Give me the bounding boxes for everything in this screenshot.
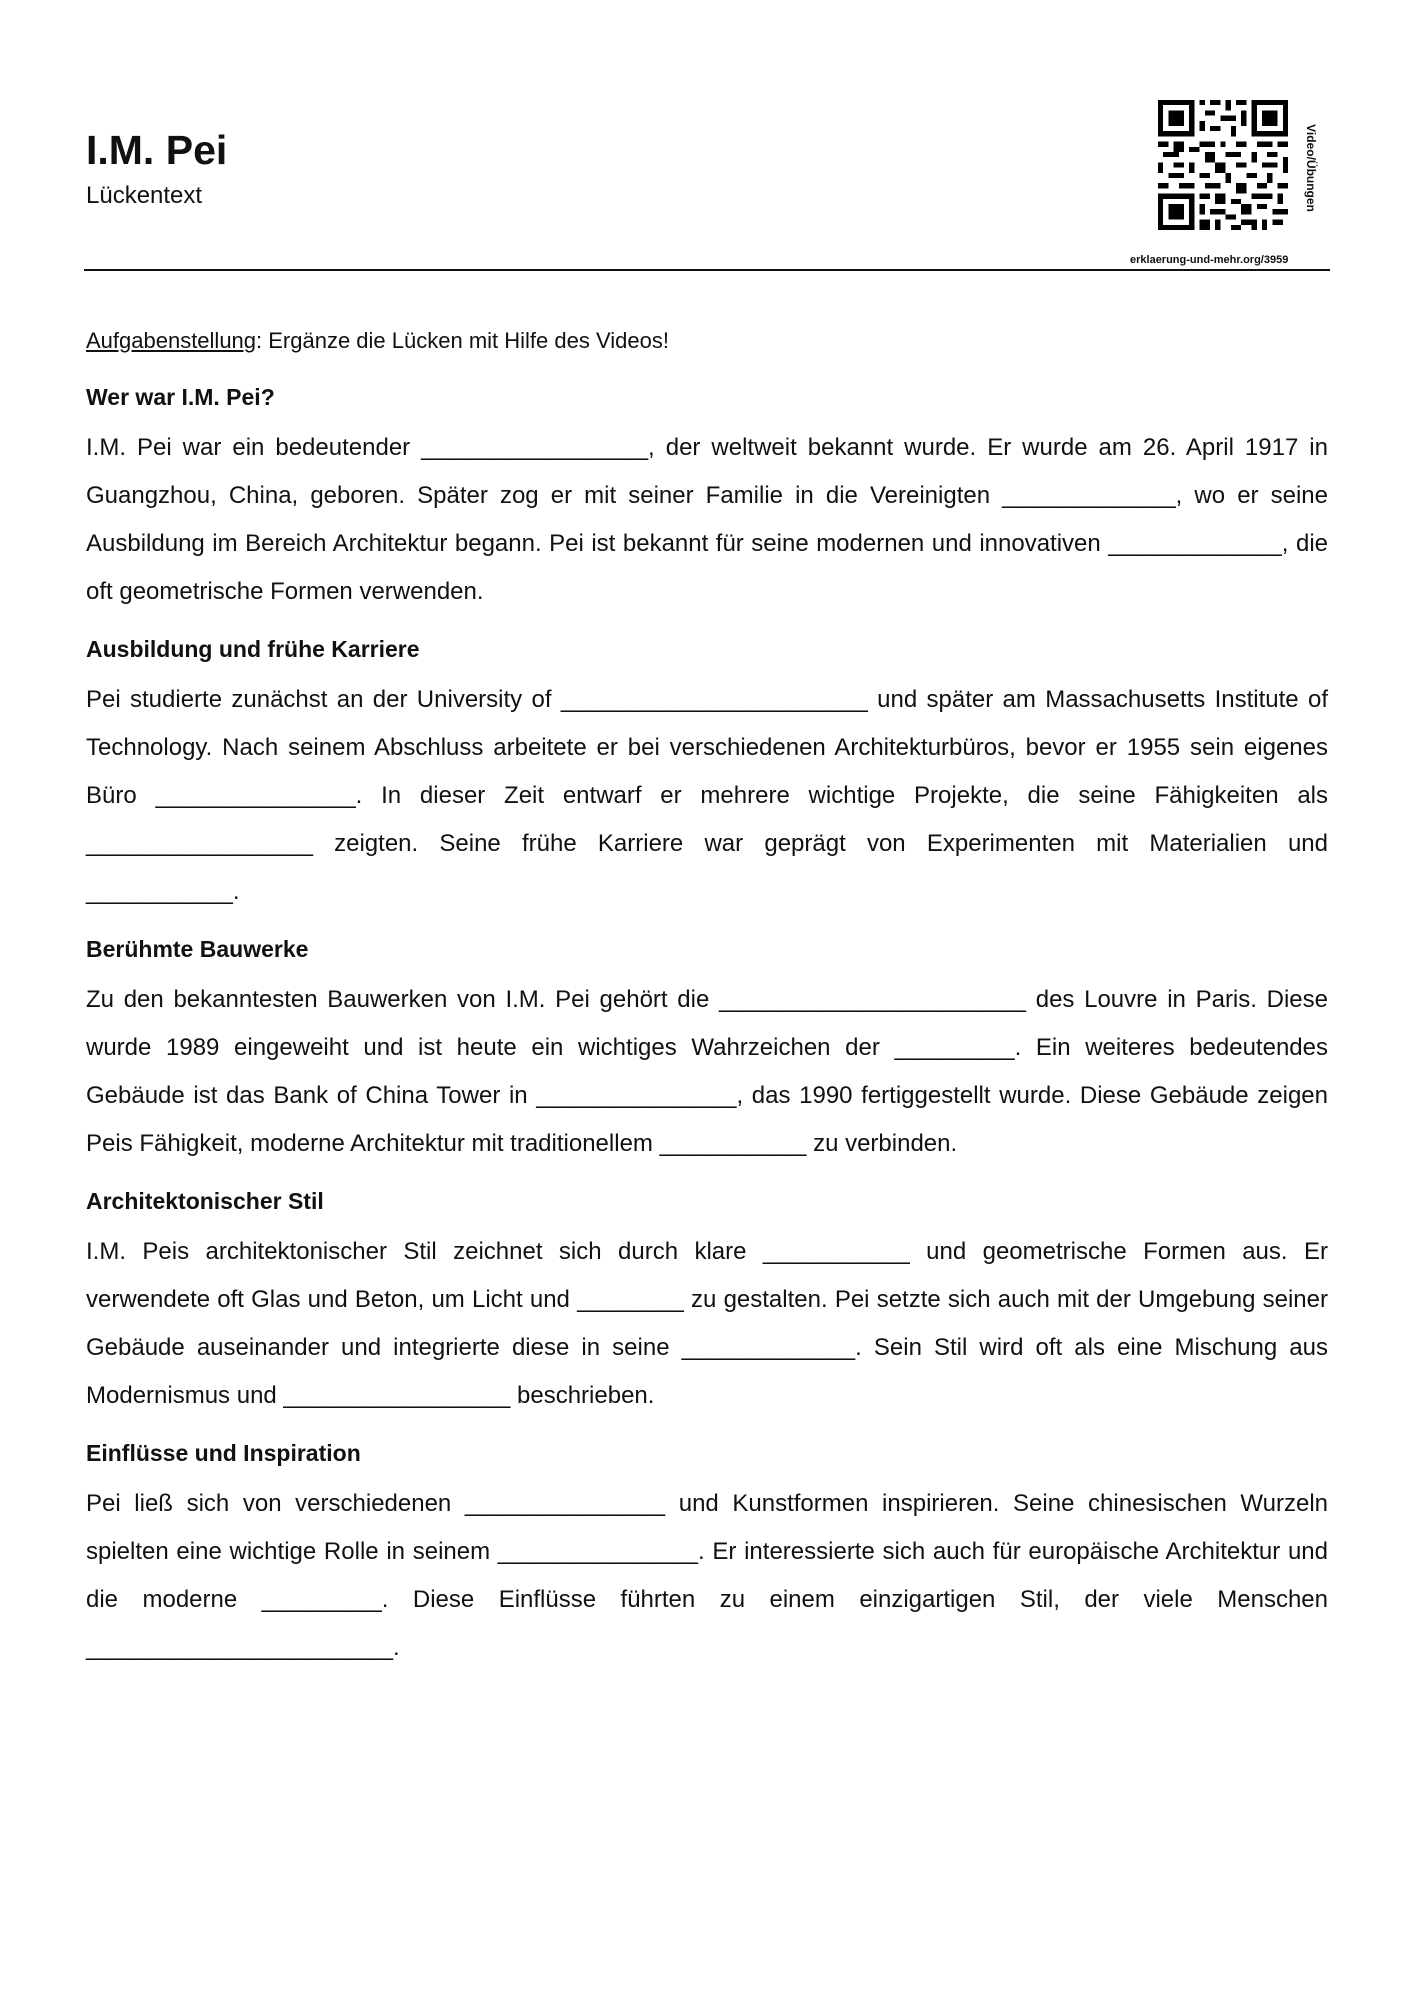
cloze-paragraph: Zu den bekanntesten Bauwerken von I.M. Pei gehört die _______________________ des Louvre in Paris. Diese wurde 1989 eingeweiht und ist heute ein wichtiges Wahrzeichen der _________. Ein weiteres bedeutendes Gebäude ist das Bank of China Tower in _______________, das 1990 fertiggestellt wurde. Diese Gebäude zeigen Peis Fähigkeit, moderne Architektur mit traditionellem ___________ zu verbinden. [86, 986, 1328, 1157]
section-heading: Architektonischer Stil [86, 1188, 324, 1214]
page-title: I.M. Pei [86, 127, 228, 173]
page-subtitle: Lückentext [86, 182, 203, 209]
task-instruction [86, 326, 669, 356]
cloze-paragraph: Pei ließ sich von verschiedenen _______________ und Kunstformen inspirieren. Seine chinesischen Wurzeln spielten eine wichtige Rolle in seinem _______________. Er interessierte sich auch für europäische Architektur und die moderne _________. Diese Einflüsse führten zu einem einzigartigen Stil, der viele Menschen _______________________. [86, 1490, 1328, 1661]
qr-caption [1296, 108, 1326, 228]
section-heading: Berühmte Bauwerke [86, 936, 309, 962]
section-ausbildung [86, 634, 1328, 916]
section-stil [86, 1186, 1328, 1420]
section-einfluesse [86, 1438, 1328, 1672]
cloze-paragraph: I.M. Pei war ein bedeutender _________________, der weltweit bekannt wurde. Er wurde am 26. April 1917 in Guangzhou, China, geboren. Später zog er mit seiner Familie in die Vereinigten _____________, wo er seine Ausbildung im Bereich Architektur begann. Pei ist bekannt für seine modernen und innovativen _____________, die oft geometrische Formen verwenden. [86, 434, 1328, 605]
cloze-paragraph: I.M. Peis architektonischer Stil zeichnet sich durch klare ___________ und geometrische Formen aus. Er verwendete oft Glas und Beton, um Licht und ________ zu gestalten. Pei setzte sich auch mit der Umgebung seiner Gebäude auseinander und integrierte diese in seine _____________. Sein Stil wird oft als eine Mischung aus Modernismus und _________________ beschrieben. [86, 1238, 1328, 1409]
section-heading: Wer war I.M. Pei? [86, 384, 275, 410]
section-heading: Einflüsse und Inspiration [86, 1440, 361, 1466]
section-heading: Ausbildung und frühe Karriere [86, 636, 420, 662]
task-label: Aufgabenstellung [86, 328, 257, 353]
section-bauwerke [86, 934, 1328, 1168]
source-url[interactable]: erklaerung-und-mehr.org/3959 [1130, 254, 1289, 266]
worksheet-content [86, 382, 1328, 1690]
task-text: : Ergänze die Lücken mit Hilfe des Videos! [256, 328, 669, 353]
qr-code-icon[interactable] [1158, 100, 1288, 230]
qr-caption-text: Video/Übungen [1304, 124, 1318, 212]
header-divider [84, 269, 1330, 271]
cloze-paragraph: Pei studierte zunächst an der University of _______________________ und später am Massachusetts Institute of Technology. Nach seinem Abschluss arbeitete er bei verschiedenen Architekturbüros, bevor er 1955 sein eigenes Büro _______________. In dieser Zeit entwarf er mehrere wichtige Projekte, die seine Fähigkeiten als _________________ zeigten. Seine frühe Karriere war geprägt von Experimenten mit Materialien und ___________. [86, 686, 1328, 905]
section-wer-war-pei [86, 382, 1328, 616]
